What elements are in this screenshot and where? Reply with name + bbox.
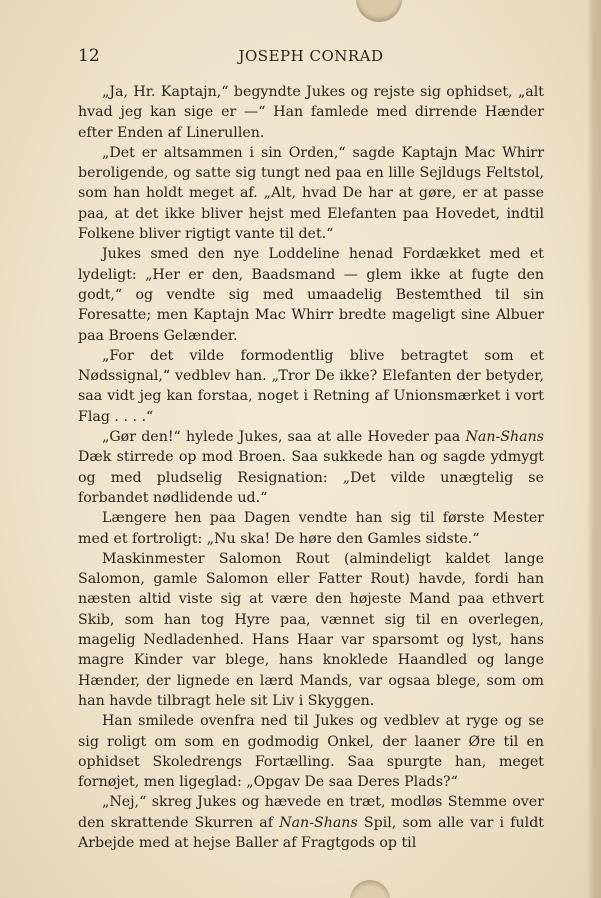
page-number: 12: [78, 46, 100, 66]
text-run: „Det er altsammen i sin Orden,“ sagde Kaptajn Mac Whirr beroligende, og satte sig tungt ned paa en lille Sejldugs Feltstol, som han holdt meget af. „Alt, hvad De har at gøre, er at passe paa, at det ikke bliver hejst med Elefanten paa Hovedet, indtil Folkene bliver rigtigt vante til det.“: [78, 144, 544, 243]
paragraph: [78, 143, 544, 244]
text-run: „Nej,“ skreg Jukes og hævede en træt, modløs Stemme over den skrattende Skurren af: [78, 794, 544, 831]
text-run: Maskinmester Salomon Rout (almindeligt kaldet lange Salomon, gamle Salomon eller Fatter Rout) havde, fordi han næsten altid viste sig at være den højeste Mand paa ethvert Skib, som han tog Hyre paa, vænnet sig til en overlegen, magelig Nedladenhed. Hans Haar var sparsomt og lyst, hans magre Kinder var blege, hans knoklede Haandled og lange Hænder, der lignede en lærd Mands, var ogsaa blege, som om han havde tilbragt hele sit Liv i Skyggen.: [78, 550, 544, 709]
text-run: Jukes smed den nye Loddeline henad Fordækket med et lydeligt: „Her er den, Baadsmand — glem ikke at fugte den godt,“ og vendte sig med umaadelig Bestemthed til sin Foresatte; men Kaptajn Mac Whirr bredte mageligt sine Albuer paa Broens Gelænder.: [78, 246, 544, 344]
paragraph: [78, 82, 544, 143]
paragraph: [78, 427, 544, 508]
paragraph: [78, 792, 544, 853]
binding-hole-bottom: [350, 880, 390, 898]
text-run: „Gør den!“ hylede Jukes, saa at alle Hoveder paa: [102, 429, 466, 446]
italic-run: Nan-Shans: [465, 429, 544, 446]
text-run: „For det vilde formodentlig blive betragtet som et Nødssignal,“ vedblev han. „Tror De ikke? Elefanten der betyder, saa vidt jeg kan forstaa, noget i Retning af Unionsmærket i vort Flag . . . .“: [78, 347, 544, 425]
paragraph: [78, 508, 544, 549]
text-run: Han smilede ovenfra ned til Jukes og vedblev at ryge og se sig roligt om som en godmodig Onkel, der laaner Øre til en ophidset Skoledrengs Fortælling. Saa spurgte han, meget fornøjet, men ligeglad: „Opgav De saa Deres Plads?“: [78, 713, 544, 791]
running-head: JOSEPH CONRAD: [238, 47, 384, 65]
paragraph: [78, 711, 544, 792]
italic-run: Nan-Shans: [279, 814, 358, 831]
paragraph: [78, 244, 544, 345]
text-run: Spil, som alle var i fuldt Arbejde med at hejse Baller af Fragtgods op til: [78, 814, 544, 851]
binding-hole-top: [356, 0, 402, 22]
paragraph: [78, 346, 544, 427]
page-edge-shadow: [587, 0, 601, 898]
text-run: Dæk stirrede op mod Broen. Saa sukkede han og sagde ydmygt og med pludselig Resignation: „Det vilde unægtelig se forbandet nødlidende ud.“: [78, 449, 544, 506]
paragraph: [78, 549, 544, 711]
text-run: „Ja, Hr. Kaptajn,“ begyndte Jukes og rejste sig ophidset, „alt hvad jeg kan sige er —“ Han famlede med dirrende Hænder efter Enden af Linerullen.: [78, 84, 544, 141]
page-header: [78, 46, 544, 68]
body-text: [78, 82, 544, 853]
text-run: Længere hen paa Dagen vendte han sig til første Mester med et fortroligt: „Nu ska! De høre den Gamles sidste.“: [78, 510, 544, 547]
